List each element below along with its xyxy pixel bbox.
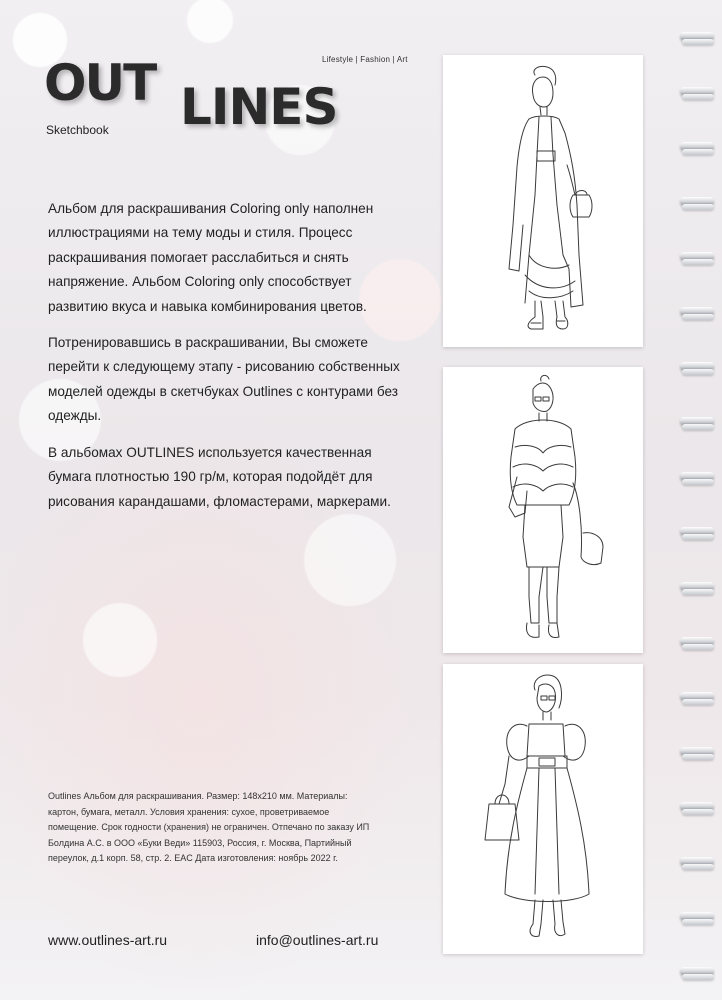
logo-text-bottom: LINES — [180, 78, 338, 136]
binding-ring — [680, 802, 720, 816]
binding-ring — [680, 87, 720, 101]
binding-ring — [680, 747, 720, 761]
binding-ring — [680, 417, 720, 431]
binding-ring — [680, 692, 720, 706]
binding-ring — [680, 582, 720, 596]
logo-text-top: OUT — [44, 54, 156, 112]
binding-ring — [680, 967, 720, 981]
binding-ring — [680, 637, 720, 651]
binding-ring — [680, 912, 720, 926]
binding-ring — [680, 857, 720, 871]
fashion-sketch-puffer-jacket-icon — [443, 367, 643, 653]
email-link[interactable]: info@outlines-art.ru — [256, 932, 379, 948]
tagline: Lifestyle | Fashion | Art — [322, 55, 408, 64]
illustration-card-2 — [443, 367, 643, 653]
binding-ring — [680, 362, 720, 376]
fashion-sketch-long-coat-icon — [443, 55, 643, 347]
fashion-sketch-puff-sleeve-dress-icon — [443, 664, 643, 954]
binding-ring — [680, 527, 720, 541]
description-paragraph-1: Альбом для раскрашивания Coloring only наполнен иллюстрациями на тему моды и стиля. Процесс раскрашивания помогает расслабиться и снять напряжение. Альбом Coloring only способствует развитию вкуса и навыка комбинирования цветов. — [48, 201, 374, 314]
subtitle: Sketchbook — [46, 123, 109, 137]
binding-ring — [680, 142, 720, 156]
illustration-card-1 — [443, 55, 643, 347]
legal-info: Outlines Альбом для раскрашивания. Размер: 148х210 мм. Материалы: картон, бумага, металл. Условия хранения: сухое, проветриваемое помещение. Срок годности (хранения) не ограничен. Отпечано по заказу ИП Болдина А.С. в ООО «Буки Веди» 115903, Россия, г. Москва, Партийный переулок, д.1 корп. 58, стр. 2. EAC Дата изготовления: ноябрь 2022 г. — [48, 791, 370, 863]
binding-ring — [680, 197, 720, 211]
spiral-binding-icon — [672, 30, 722, 990]
illustration-card-3 — [443, 664, 643, 954]
description-paragraph-2: Потренировавшись в раскрашивании, Вы сможете перейти к следующему этапу - рисованию собственных моделей одежды в скетчбуках Outlines с контурами без одежды. — [48, 335, 400, 424]
binding-ring — [680, 252, 720, 266]
binding-ring — [680, 472, 720, 486]
website-link[interactable]: www.outlines-art.ru — [48, 932, 168, 948]
binding-ring — [680, 307, 720, 321]
description-paragraph-3: В альбомах OUTLINES используется качественная бумага плотностью 190 гр/м, которая подойдёт для рисования карандашами, фломастерами, маркерами. — [48, 445, 391, 509]
binding-ring — [680, 32, 720, 46]
